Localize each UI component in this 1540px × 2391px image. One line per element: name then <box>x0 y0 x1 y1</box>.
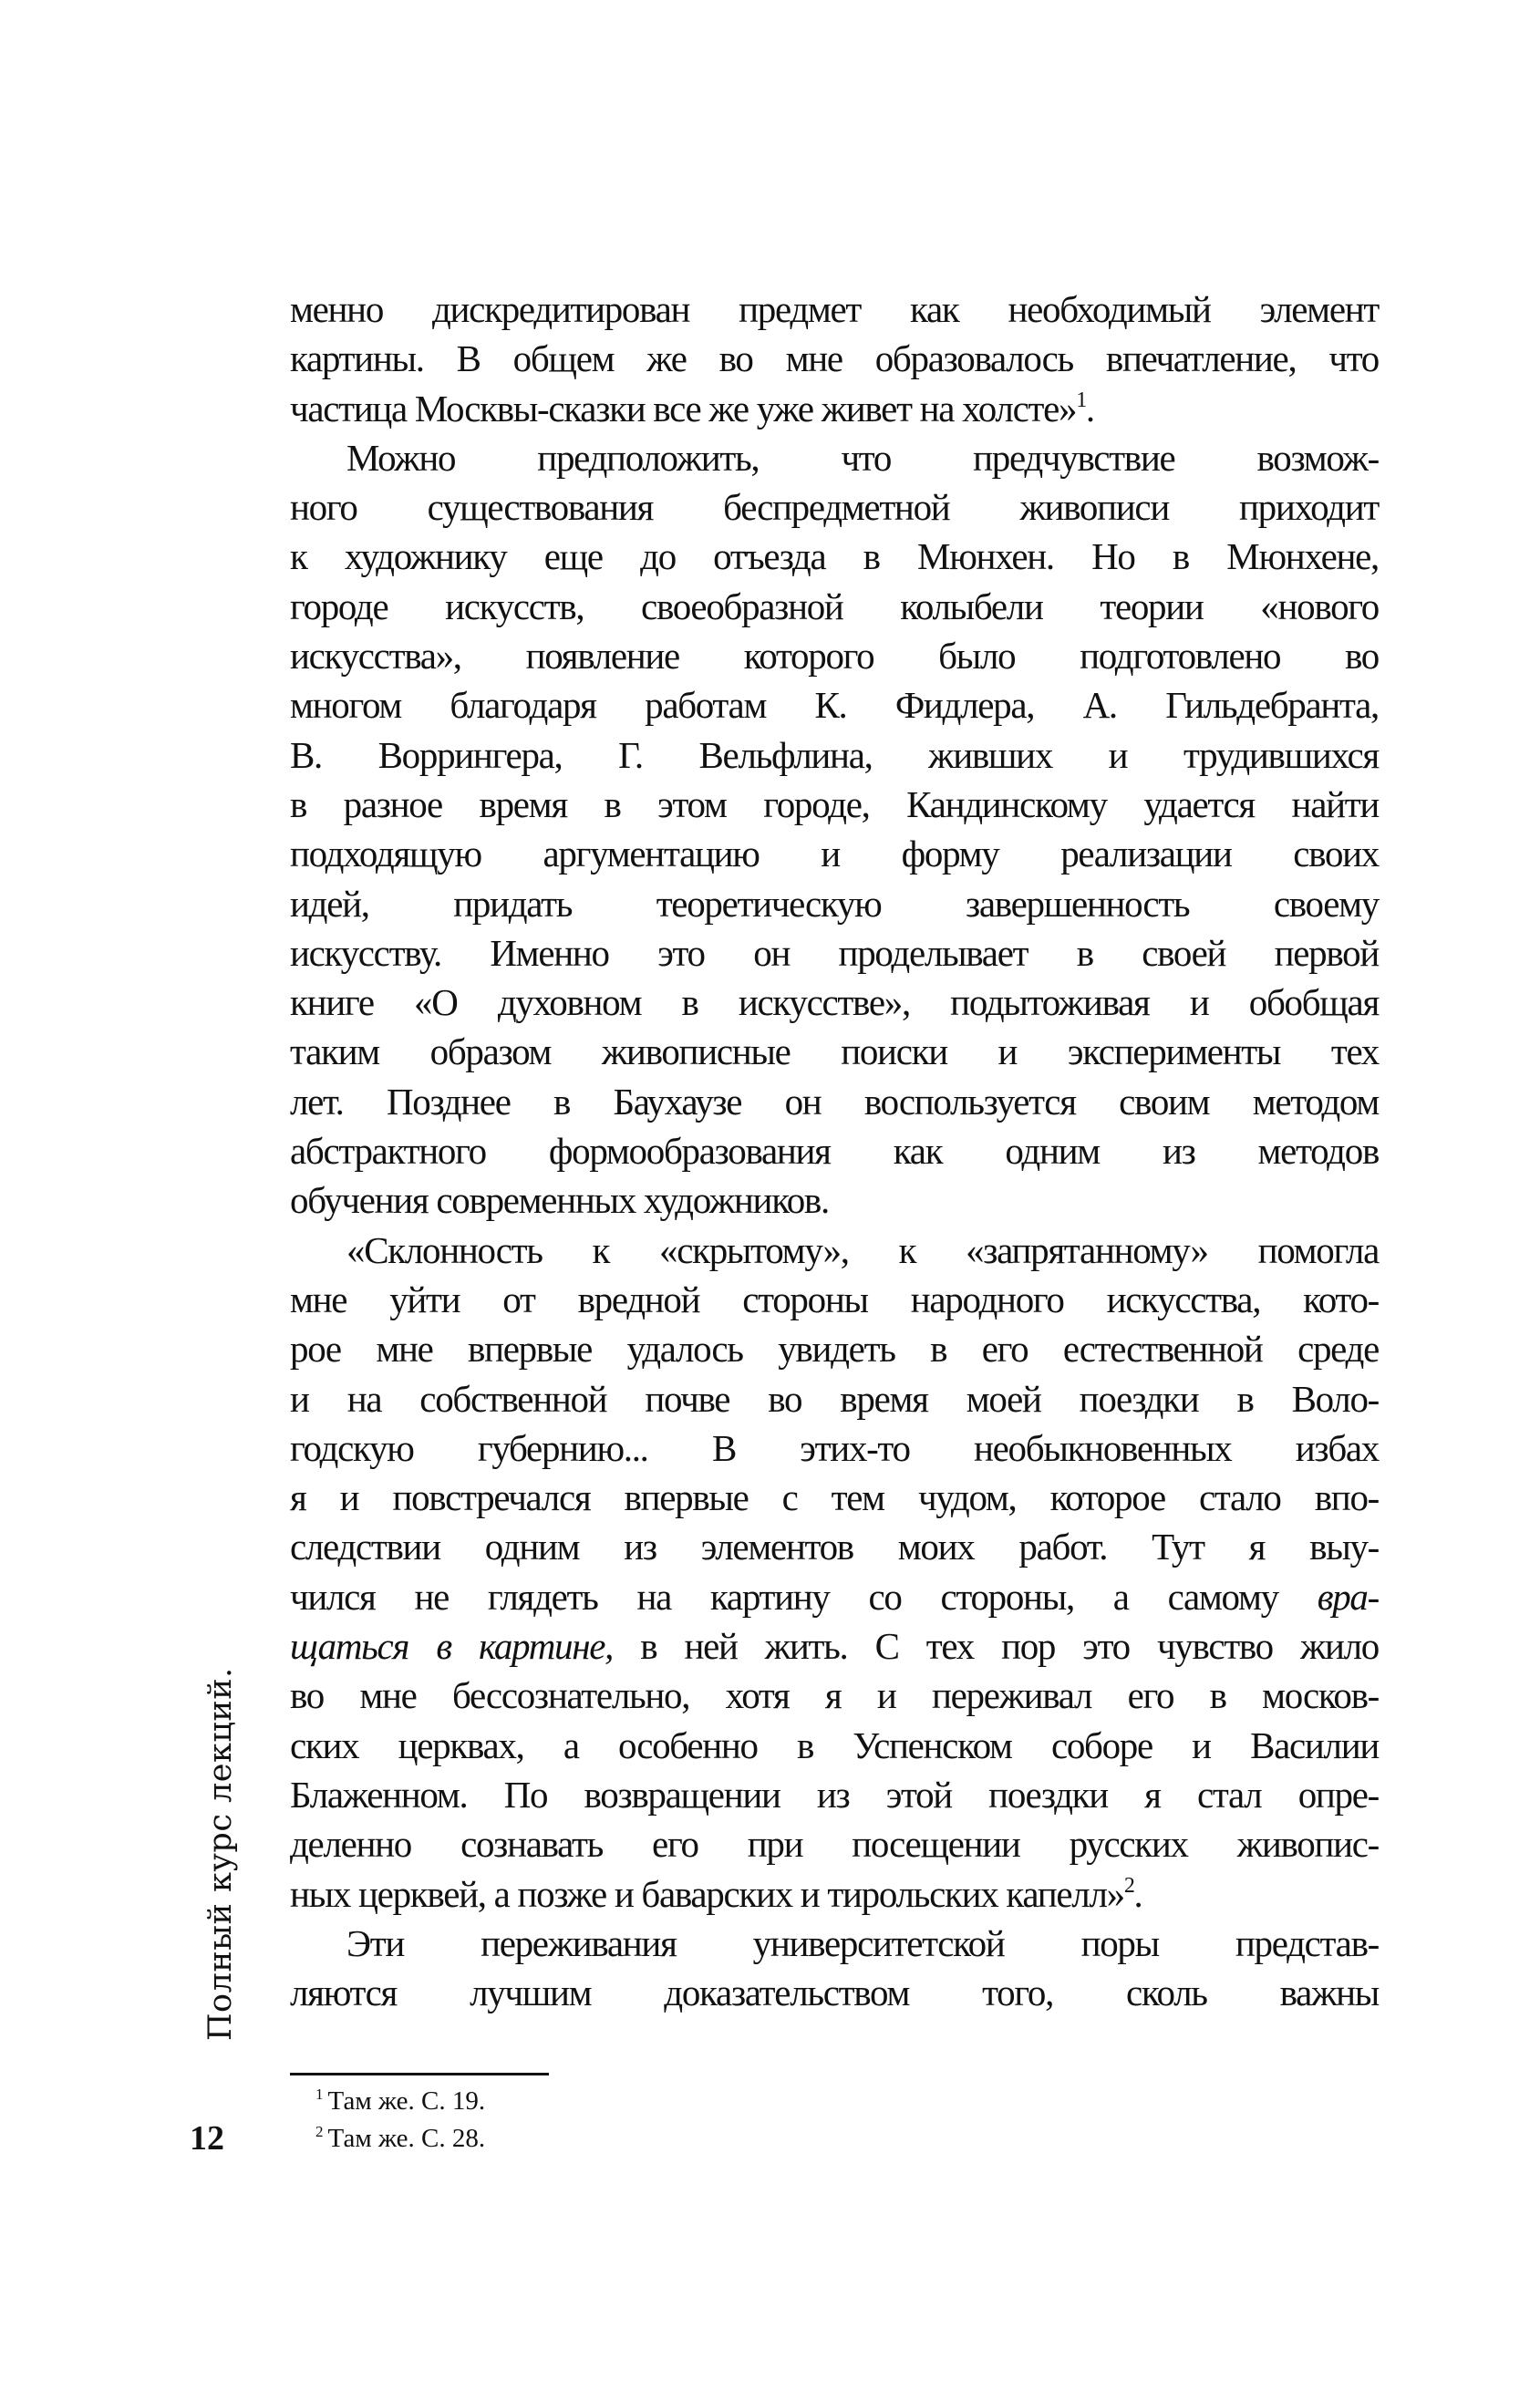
text-line: мне уйти от вредной стороны народного искусства, кото- <box>290 1278 1379 1320</box>
text-line: годскую губернию... В этих-то необыкновенных избах <box>290 1426 1379 1469</box>
text-line <box>290 1869 1379 1919</box>
text-line: В. Воррингера, Г. Вельфлина, живших и трудившихся <box>290 733 1379 776</box>
line-punct: . <box>1085 387 1094 430</box>
italic-text: вра- <box>1317 1575 1379 1618</box>
footnote-2 <box>315 2120 485 2158</box>
text-line: ного существования беспредметной живописи приходит <box>290 486 1379 529</box>
italic-text: щаться в картине, <box>290 1625 614 1668</box>
text-line: городе искусств, своеобразной колыбели теории «нового <box>290 585 1379 627</box>
text-line: многом благодаря работам К. Фидлера, А. Гильдебранта, <box>290 684 1379 727</box>
text-line: Блаженном. По возвращении из этой поездки я стал опре- <box>290 1773 1379 1816</box>
line-text: чился не глядеть на картину со стороны, а самому <box>290 1575 1318 1618</box>
page-number: 12 <box>190 2119 224 2158</box>
line-text: в ней жить. С тех пор это чувство жило <box>613 1625 1379 1668</box>
text-line: искусства», появление которого было подготовлено во <box>290 635 1379 678</box>
footnote-divider <box>290 2073 549 2075</box>
text-line: Эти переживания университетской поры представ- <box>346 1921 1379 1964</box>
text-line: «Склонность к «скрытому», к «запрятанному» помогла <box>346 1228 1379 1271</box>
footnotes <box>315 2083 485 2158</box>
running-head: Полный курс лекций. <box>202 1667 239 2041</box>
text-line: рое мне впервые удалось увидеть в его естественной среде <box>290 1328 1379 1371</box>
text-line: во мне бессознательно, хотя я и переживал его в москов- <box>290 1674 1379 1717</box>
body-text <box>290 285 1379 2017</box>
text-line: в разное время в этом городе, Кандинскому удается найти <box>290 782 1379 825</box>
text-line: подходящую аргументацию и форму реализации своих <box>290 833 1379 875</box>
text-line <box>290 384 1379 433</box>
line-text: ных церквей, а позже и баварских и тирольских капелл» <box>290 1872 1124 1915</box>
footnote-ref-1: 1 <box>1076 388 1086 412</box>
text-line: к художнику еще до отъезда в Мюнхен. Но в Мюнхене, <box>290 535 1379 578</box>
text-line: и на собственной почве во время моей поездки в Воло- <box>290 1377 1379 1420</box>
text-line: таким образом живописные поиски и эксперименты тех <box>290 1030 1379 1073</box>
text-line: обучения современных художников. <box>290 1179 829 1222</box>
text-line: деленно сознавать его при посещении русских живопис- <box>290 1823 1379 1866</box>
text-line: менно дискредитирован предмет как необходимый элемент <box>290 288 1379 330</box>
footnote-ref-2: 2 <box>1123 1873 1134 1898</box>
text-line: книге «О духовном в искусстве», подытоживая и обобщая <box>290 981 1379 1024</box>
footnote-text: Там же. С. 19. <box>327 2086 486 2116</box>
text-line: я и повстречался впервые с тем чудом, которое стало впо- <box>290 1476 1379 1519</box>
footnote-number: 1 <box>315 2086 324 2103</box>
text-line: идей, придать теоретическую завершенность своему <box>290 882 1379 925</box>
line-text: частица Москвы-сказки все же уже живет на холсте» <box>290 387 1077 430</box>
text-line: ляются лучшим доказательством того, сколь важны <box>290 1972 1379 2014</box>
text-line <box>290 1572 1379 1621</box>
text-line: Можно предположить, что предчувствие возмож- <box>346 436 1379 479</box>
text-line <box>290 1621 1379 1671</box>
line-punct: . <box>1133 1872 1142 1915</box>
footnote-number: 2 <box>315 2123 324 2140</box>
text-line: ских церквах, а особенно в Успенском соборе и Василии <box>290 1723 1379 1766</box>
text-line: лет. Позднее в Баухаузе он воспользуется своим методом <box>290 1080 1379 1123</box>
text-line: следствии одним из элементов моих работ. Тут я выу- <box>290 1526 1379 1568</box>
footnote-text: Там же. С. 28. <box>327 2124 486 2153</box>
footnote-1 <box>315 2083 485 2120</box>
text-line: искусству. Именно это он проделывает в своей первой <box>290 931 1379 974</box>
text-line: картины. В общем же во мне образовалось впечатление, что <box>290 337 1379 380</box>
text-line: абстрактного формообразования как одним из методов <box>290 1130 1379 1173</box>
